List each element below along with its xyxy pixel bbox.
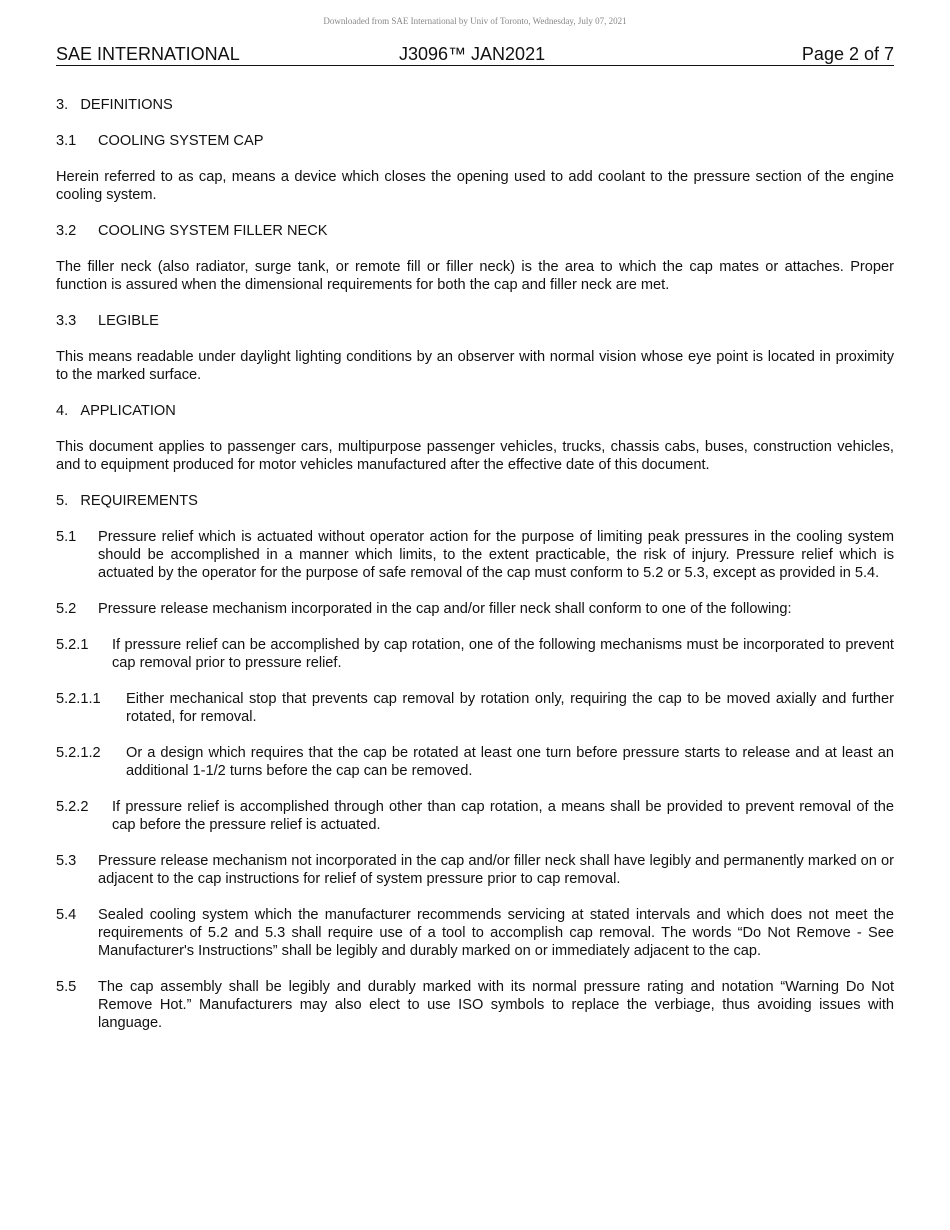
requirement-5-2-1-2: [56, 744, 894, 780]
requirement-text: Or a design which requires that the cap be rotated at least one turn before pressure starts to release and at least an additional 1-1/2 turns before the cap can be removed.: [126, 745, 894, 779]
section-4-body: This document applies to passenger cars, multipurpose passenger vehicles, trucks, chassis cabs, buses, construction vehicles, and to equipment produced for motor vehicles manufactured after the effective date of this document.: [56, 439, 894, 473]
requirement-5-5: [56, 978, 894, 1032]
requirement-number: 5.2.1.1: [56, 691, 101, 707]
requirement-5-3: [56, 852, 894, 888]
requirement-number: 5.2.1.2: [56, 745, 101, 761]
requirement-number: 5.5: [56, 979, 77, 995]
requirement-text: If pressure relief can be accomplished by cap rotation, one of the following mechanisms must be incorporated to prevent cap removal prior to pressure relief.: [112, 637, 894, 671]
section-3-1-body: Herein referred to as cap, means a device which closes the opening used to add coolant to the pressure section of the engine cooling system.: [56, 169, 894, 203]
requirement-text: Sealed cooling system which the manufacturer recommends servicing at stated intervals and which does not meet the requirements of 5.2 and 5.3 shall require use of a tool to accomplish cap removal. The words “Do Not Remove - See Manufacturer's Instructions” shall be legibly and durably marked on or immediately adjacent to the cap.: [98, 907, 894, 959]
requirement-5-2-2: [56, 798, 894, 834]
requirement-number: 5.1: [56, 529, 77, 545]
requirement-text: Pressure relief which is actuated without operator action for the purpose of limiting peak pressures in the cooling system should be accomplished in a manner which limits, to the extent practicable, the risk of injury. Pressure relief which is actuated by the operator for the purpose of safe removal of the cap must conform to 5.2 or 5.3, except as provided in 5.4.: [98, 529, 894, 581]
section-3-heading: [56, 96, 894, 114]
section-number: 3.2: [56, 223, 77, 239]
requirement-5-2-1: [56, 636, 894, 672]
section-title: DEFINITIONS: [80, 97, 173, 113]
document-body: [56, 96, 894, 1050]
requirement-text: The cap assembly shall be legibly and durably marked with its normal pressure rating and notation “Warning Do Not Remove Hot.” Manufacturers may also elect to use ISO symbols to replace the verbiage, thus avoiding issues with language.: [98, 979, 894, 1031]
page-header: [56, 43, 894, 66]
section-title: COOLING SYSTEM FILLER NECK: [98, 223, 328, 239]
section-3-2-body: The filler neck (also radiator, surge tank, or remote fill or filler neck) is the area to which the cap mates or attaches. Proper function is assured when the dimensional requirements for both the cap and filler neck are met.: [56, 259, 894, 293]
section-title: LEGIBLE: [98, 313, 159, 329]
requirement-5-4: [56, 906, 894, 960]
section-3-3-heading: [56, 312, 894, 330]
section-5-heading: [56, 492, 894, 510]
section-3-3-body: This means readable under daylight lighting conditions by an observer with normal vision whose eye point is located in proximity to the marked surface.: [56, 349, 894, 383]
requirement-text: Pressure release mechanism incorporated in the cap and/or filler neck shall conform to one of the following:: [98, 601, 792, 617]
requirement-number: 5.2.2: [56, 799, 89, 815]
header-organization: SAE INTERNATIONAL: [56, 44, 240, 64]
section-3-2-heading: [56, 222, 894, 240]
section-number: 5.: [56, 493, 69, 509]
section-number: 3.1: [56, 133, 77, 149]
section-3-1-heading: [56, 132, 894, 150]
requirement-text: Pressure release mechanism not incorporated in the cap and/or filler neck shall have legibly and permanently marked on or adjacent to the cap instructions for relief of system pressure prior to cap removal.: [98, 853, 894, 887]
requirement-5-1: [56, 528, 894, 582]
download-watermark: Downloaded from SAE International by Univ of Toronto, Wednesday, July 07, 2021: [323, 16, 627, 26]
section-number: 3.: [56, 97, 69, 113]
requirement-number: 5.4: [56, 907, 77, 923]
requirement-number: 5.2.1: [56, 637, 89, 653]
requirement-number: 5.3: [56, 853, 77, 869]
requirement-number: 5.2: [56, 601, 77, 617]
requirement-text: If pressure relief is accomplished through other than cap rotation, a means shall be provided to prevent removal of the cap before the pressure relief is actuated.: [112, 799, 894, 833]
header-page-number: Page 2 of 7: [801, 44, 894, 64]
section-number: 3.3: [56, 313, 77, 329]
requirement-5-2: [56, 600, 894, 618]
requirement-5-2-1-1: [56, 690, 894, 726]
header-document-id: J3096™ JAN2021: [399, 44, 546, 64]
section-4-heading: [56, 402, 894, 420]
requirement-text: Either mechanical stop that prevents cap removal by rotation only, requiring the cap to be moved axially and further rotated, for removal.: [126, 691, 894, 725]
section-number: 4.: [56, 403, 69, 419]
section-title: REQUIREMENTS: [80, 493, 198, 509]
section-title: COOLING SYSTEM CAP: [98, 133, 264, 149]
section-title: APPLICATION: [80, 403, 176, 419]
